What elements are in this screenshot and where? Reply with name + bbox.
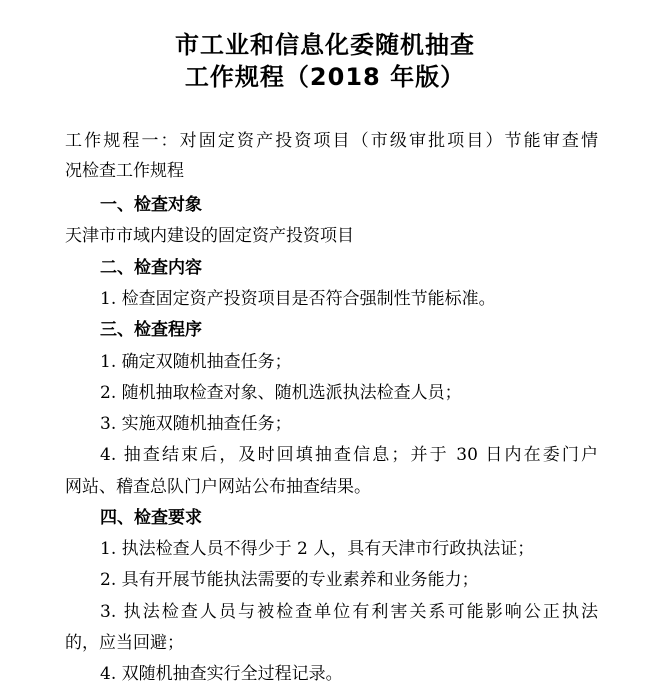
section-heading-requirements: 四、检查要求	[100, 508, 202, 528]
requirement-item-2: 2. 具有开展节能执法需要的专业素养和业务能力；	[100, 570, 479, 590]
section-objects-text: 天津市市域内建设的固定资产投资项目	[65, 226, 354, 246]
requirement-item-4: 4. 双随机抽查实行全过程记录。	[100, 664, 343, 684]
document-title-line1: 市工业和信息化委随机抽查	[175, 31, 475, 59]
section-heading-procedure: 三、检查程序	[100, 320, 202, 340]
section-heading-objects: 一、检查对象	[100, 195, 202, 215]
procedure-item-2: 2. 随机抽取检查对象、随机选派执法检查人员；	[100, 383, 462, 403]
section-content-item-1: 1. 检查固定资产投资项目是否符合强制性节能标准。	[100, 289, 496, 309]
procedure-item-4-line1: 4. 抽查结束后，及时回填抽查信息；并于 30 日内在委门户	[100, 445, 598, 465]
procedure-item-3: 3. 实施双随机抽查任务；	[100, 414, 292, 434]
procedure-item-1: 1. 确定双随机抽查任务；	[100, 352, 292, 372]
procedure-item-4-line2: 网站、稽查总队门户网站公布抽查结果。	[65, 477, 371, 497]
rule-heading-line1: 工作规程一：对固定资产投资项目（市级审批项目）节能审查情	[65, 131, 598, 151]
requirement-item-3-line1: 3. 执法检查人员与被检查单位有利害关系可能影响公正执法	[100, 602, 598, 622]
requirement-item-1: 1. 执法检查人员不得少于 2 人，具有天津市行政执法证；	[100, 539, 535, 559]
section-heading-content: 二、检查内容	[100, 258, 202, 278]
rule-heading-line2: 况检查工作规程	[65, 161, 184, 181]
requirement-item-3-line2: 的，应当回避；	[65, 633, 184, 653]
document-title-line2: 工作规程（2018 年版）	[184, 63, 466, 91]
